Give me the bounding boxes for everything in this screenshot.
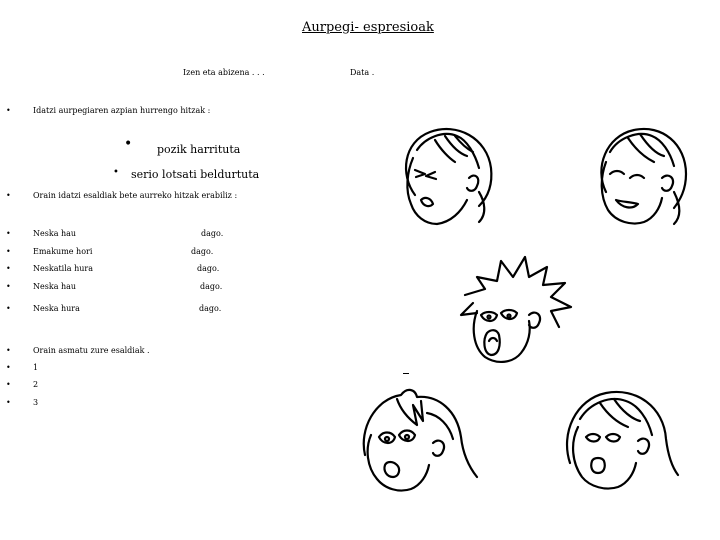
sentence-subject: Neska hau — [33, 229, 77, 238]
sentence-subject: Neska hau — [33, 282, 77, 291]
bullet: • — [6, 363, 11, 372]
smiling-girl-face-icon — [592, 122, 692, 230]
bullet: • — [113, 167, 119, 178]
sentence-verb: dago. — [197, 264, 220, 273]
bullet: • — [6, 264, 11, 273]
sentence-verb: dago. — [191, 247, 214, 256]
sentence-verb: dago. — [201, 229, 224, 238]
bullet: • — [6, 191, 11, 200]
dash-mark — [403, 373, 409, 374]
instruction-write-words: Idatzi aurpegiaren azpian hurrengo hitzak : — [33, 106, 211, 115]
word-list-row-1: pozik harrituta — [157, 143, 241, 156]
bullet: • — [124, 136, 133, 152]
bullet: • — [6, 282, 11, 291]
shocked-boy-face-icon — [455, 255, 577, 367]
number-2: 2 — [33, 380, 39, 389]
name-label: Izen eta abizena . . . — [183, 68, 265, 77]
bullet: • — [6, 106, 11, 115]
scared-girl-face-icon — [357, 385, 482, 500]
number-1: 1 — [33, 363, 39, 372]
sentence-subject: Neskatila hura — [33, 264, 93, 273]
number-3: 3 — [33, 398, 39, 407]
bullet: • — [6, 346, 11, 355]
instruction-own-sentences: Orain asmatu zure esaldiak . — [33, 346, 150, 355]
date-label: Data . — [350, 68, 375, 77]
bullet: • — [6, 398, 11, 407]
sentence-verb: dago. — [199, 304, 222, 313]
word-list-row-2: serio lotsati beldurtuta — [131, 168, 260, 181]
page-title: Aurpegi- espresioak — [302, 20, 434, 35]
bullet: • — [6, 304, 11, 313]
bullet: • — [6, 380, 11, 389]
instruction-complete-sentences: Orain idatzi esaldiak bete aurreko hitzak erabiliz : — [33, 191, 238, 200]
bullet: • — [6, 247, 11, 256]
sentence-subject: Emakume hori — [33, 247, 93, 256]
sentence-subject: Neska hura — [33, 304, 80, 313]
squinting-girl-face-icon — [395, 120, 500, 230]
sentence-verb: dago. — [200, 282, 223, 291]
surprised-woman-face-icon — [560, 383, 680, 495]
bullet: • — [6, 229, 11, 238]
